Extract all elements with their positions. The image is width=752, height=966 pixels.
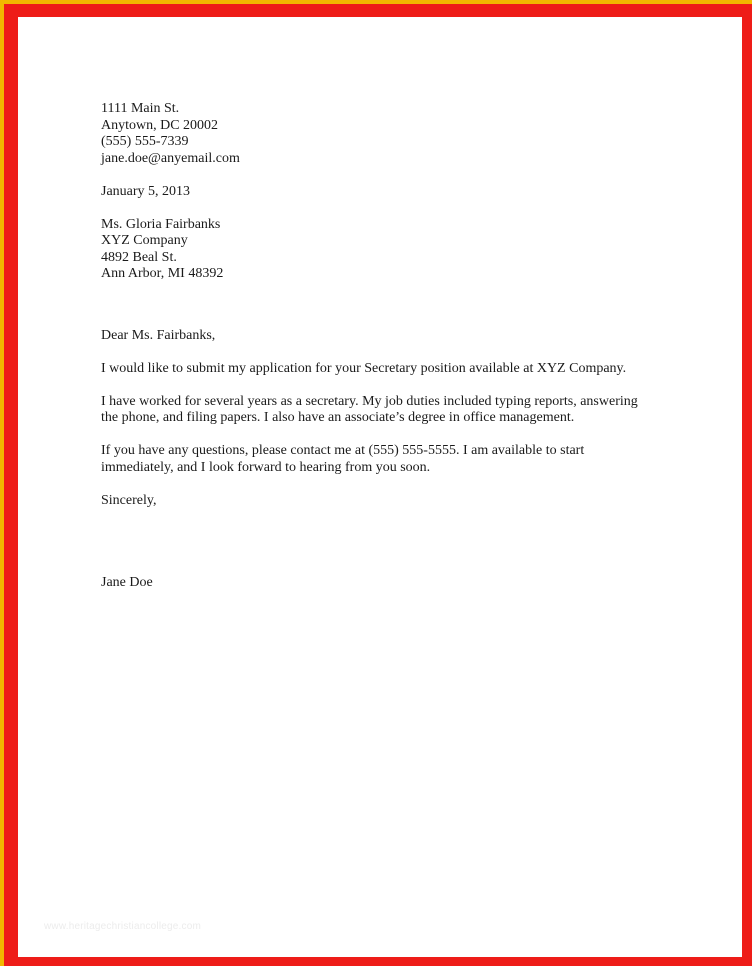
salutation: Dear Ms. Fairbanks, bbox=[101, 327, 216, 343]
sender-address bbox=[101, 101, 701, 167]
letter-date-block bbox=[101, 184, 701, 201]
watermark-text: www.heritagechristiancollege.com bbox=[44, 921, 202, 932]
letter-page bbox=[18, 17, 742, 957]
paragraph-line: If you have any questions, please contact me at (555) 555-5555. I am available to start bbox=[101, 443, 585, 458]
recipient-address bbox=[101, 217, 701, 283]
signature-block bbox=[101, 575, 701, 592]
sender-city-line: Anytown, DC 20002 bbox=[101, 117, 219, 133]
closing-block bbox=[101, 493, 701, 510]
sender-phone: (555) 555-7339 bbox=[101, 134, 189, 149]
paragraph-line: immediately, and I look forward to hearing from you soon. bbox=[101, 459, 431, 475]
recipient-company: XYZ Company bbox=[101, 233, 188, 248]
paragraph-line: I would like to submit my application for your Secretary position available at XYZ Company. bbox=[101, 360, 627, 376]
recipient-name: Ms. Gloria Fairbanks bbox=[101, 216, 221, 232]
sender-street: 1111 Main St. bbox=[101, 101, 180, 116]
salutation-block bbox=[101, 328, 701, 345]
recipient-city-line: Ann Arbor, MI 48392 bbox=[101, 266, 224, 281]
recipient-street: 4892 Beal St. bbox=[101, 249, 177, 265]
body-paragraph-3 bbox=[101, 443, 701, 476]
sender-email: jane.doe@anyemail.com bbox=[101, 150, 240, 166]
closing: Sincerely, bbox=[101, 492, 157, 508]
paragraph-line: the phone, and filing papers. I also have an associate’s degree in office management. bbox=[101, 410, 575, 425]
cover-letter bbox=[101, 101, 701, 592]
letter-date: January 5, 2013 bbox=[101, 183, 191, 199]
inner-border bbox=[4, 4, 752, 966]
paragraph-line: I have worked for several years as a secretary. My job duties included typing reports, answering bbox=[101, 393, 638, 409]
body-paragraph-1 bbox=[101, 361, 701, 378]
body-paragraph-2 bbox=[101, 394, 701, 427]
signature-name: Jane Doe bbox=[101, 575, 153, 590]
